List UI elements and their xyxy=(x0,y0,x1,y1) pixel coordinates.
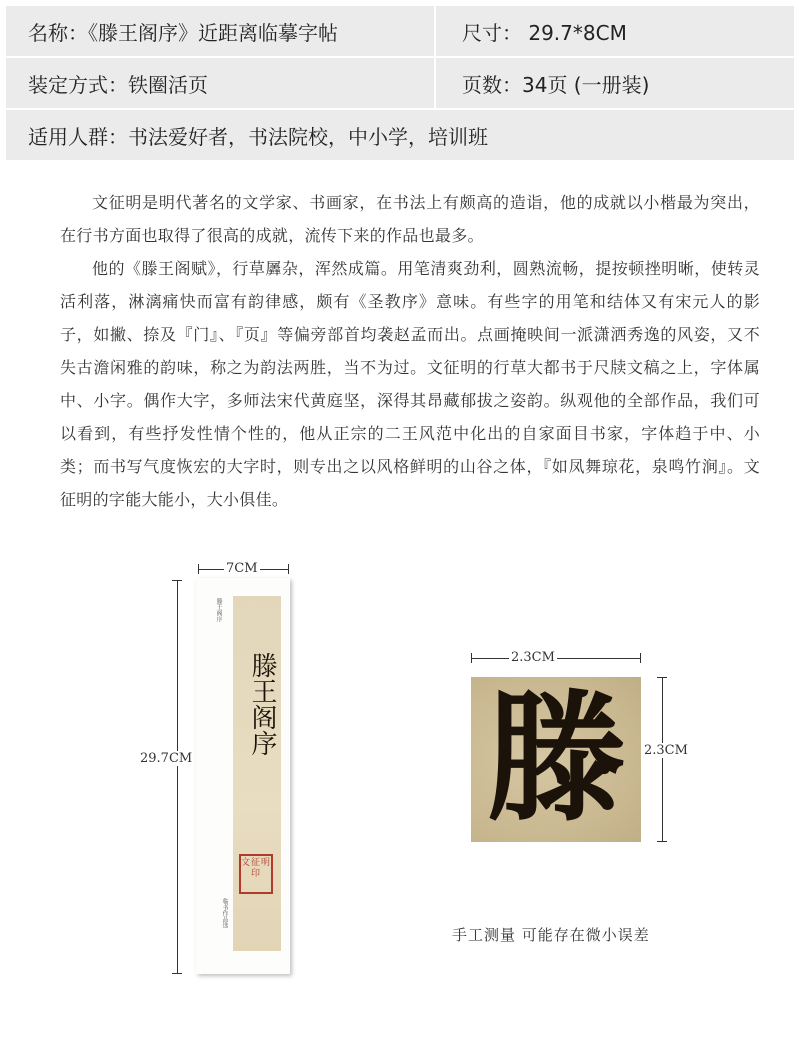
sample-width-tick-right xyxy=(640,653,641,663)
cover-height-tick-bottom xyxy=(172,973,182,974)
sample-height-line xyxy=(662,677,663,842)
spec-row-name-size xyxy=(6,6,794,58)
cover-width-tick-right xyxy=(288,564,289,574)
description-paragraph-1: 文征明是明代著名的文学家、书画家，在书法上有颇高的造诣，他的成就以小楷最为突出，在行书方面也取得了很高的成就，流传下来的作品也最多。 xyxy=(60,193,760,245)
cover-side-text: 滕王阁序 xyxy=(215,598,222,622)
spec-row-binding-pages xyxy=(6,58,794,110)
page-count: 页数：34页 (一册装) xyxy=(462,72,650,97)
spec-table xyxy=(6,6,794,160)
cover-height-line xyxy=(177,580,178,974)
cover-title: 滕王阁序 xyxy=(247,652,277,756)
description-paragraph-2: 他的《滕王阁赋》，行草羼杂，浑然成篇。用笔清爽劲利，圆熟流畅，提按顿挫明晰，使转灵活利落，淋漓痛快而富有韵律感，颇有《圣教序》意味。有些字的用笔和结体又有宋元人的影子，如撇、捺及『门』、『页』等偏旁部首均袭赵孟而出。点画掩映间一派潇洒秀逸的风姿，又不失古澹闲雅的韵味，称之为韵法两胜，当不为过。文征明的行草大都书于尺牍文稿之上，字体属中、小字。偶作大字，多师法宋代黄庭坚，深得其昂藏郁拔之姿韵。纵观他的全部作品，我们可以看到，有些抒发性情个性的，他从正宗的二王风范中化出的自家面目书家，字体趋于中、小类；而书写气度恢宏的大字时，则专出之以风格鲜明的山谷之体，『如凤舞琼花，泉鸣竹涧』。文征明的字能大能小，大小俱佳。 xyxy=(60,259,760,509)
measurement-note: 手工测量 可能存在微小误差 xyxy=(452,926,650,944)
sample-character: 滕 xyxy=(485,677,626,841)
target-audience: 适用人群：书法爱好者，书法院校，中小学，培训班 xyxy=(28,124,488,149)
sample-width-label: 2.3CM xyxy=(511,650,555,665)
sample-height-tick-top xyxy=(657,677,667,678)
spec-row-audience xyxy=(6,110,794,160)
binding-method: 装定方式：铁圈活页 xyxy=(6,58,436,108)
calligraphy-sample xyxy=(471,677,641,842)
sample-width-tick-left xyxy=(471,653,472,663)
description xyxy=(60,186,760,516)
cover-width-label: 7CM xyxy=(226,561,258,576)
sample-height-tick-bottom xyxy=(657,841,667,842)
cover-bottom-text: 临书作品选 xyxy=(221,898,228,928)
red-seal: 文征明印 xyxy=(239,854,273,894)
book-cover xyxy=(196,578,290,974)
sample-height-label: 2.3CM xyxy=(644,743,688,758)
cover-height-tick-top xyxy=(172,580,182,581)
product-name: 名称：《滕王阁序》近距离临摹字帖 xyxy=(6,6,436,56)
cover-height-label: 29.7CM xyxy=(140,751,193,766)
product-size: 尺寸： 29.7*8CM xyxy=(462,20,627,45)
cover-title-strip xyxy=(233,596,281,951)
cover-width-tick-left xyxy=(198,564,199,574)
